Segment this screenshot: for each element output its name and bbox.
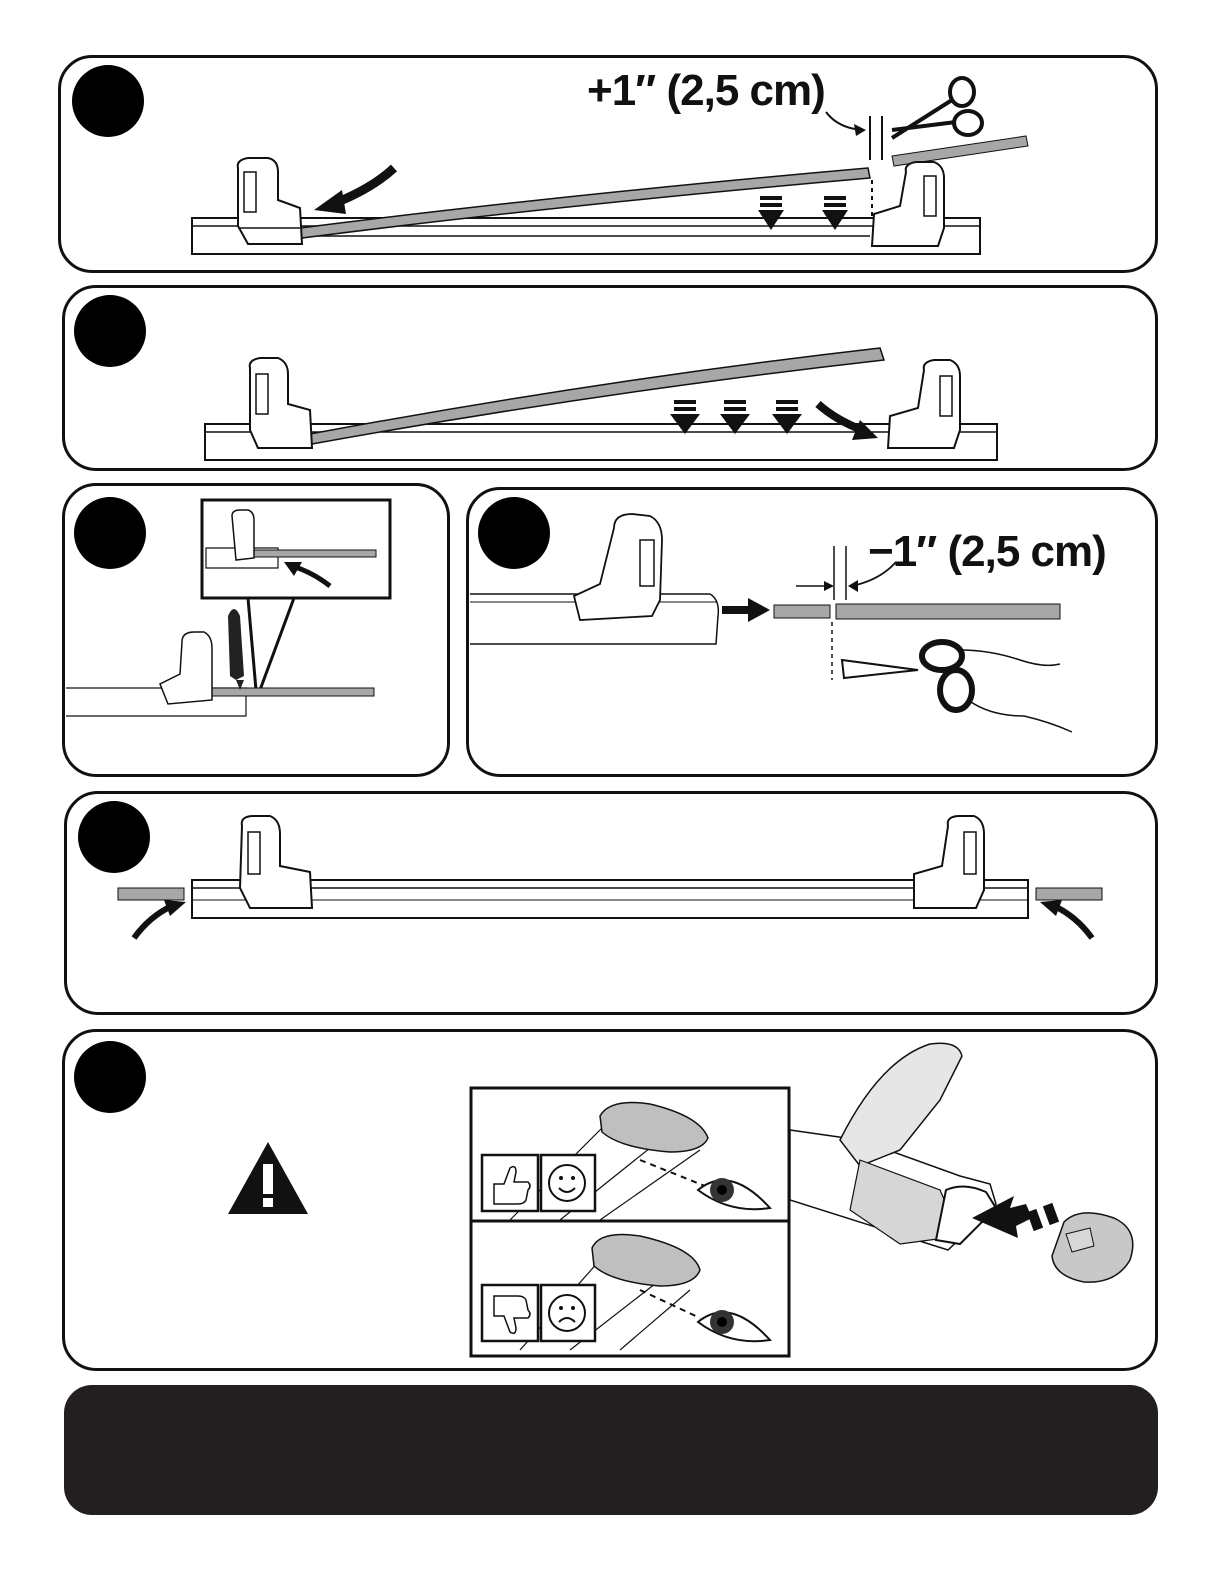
smiley-happy-icon	[549, 1165, 585, 1201]
foot-detail	[790, 1043, 996, 1250]
smiley-sad-icon	[549, 1295, 585, 1331]
footer-bar	[64, 1385, 1158, 1515]
warning-icon	[228, 1142, 308, 1214]
end-cap	[1052, 1213, 1133, 1282]
step-1-measurement: +1″ (2,5 cm)	[587, 66, 825, 115]
step-4-measurement: −1″ (2,5 cm)	[868, 527, 1106, 576]
